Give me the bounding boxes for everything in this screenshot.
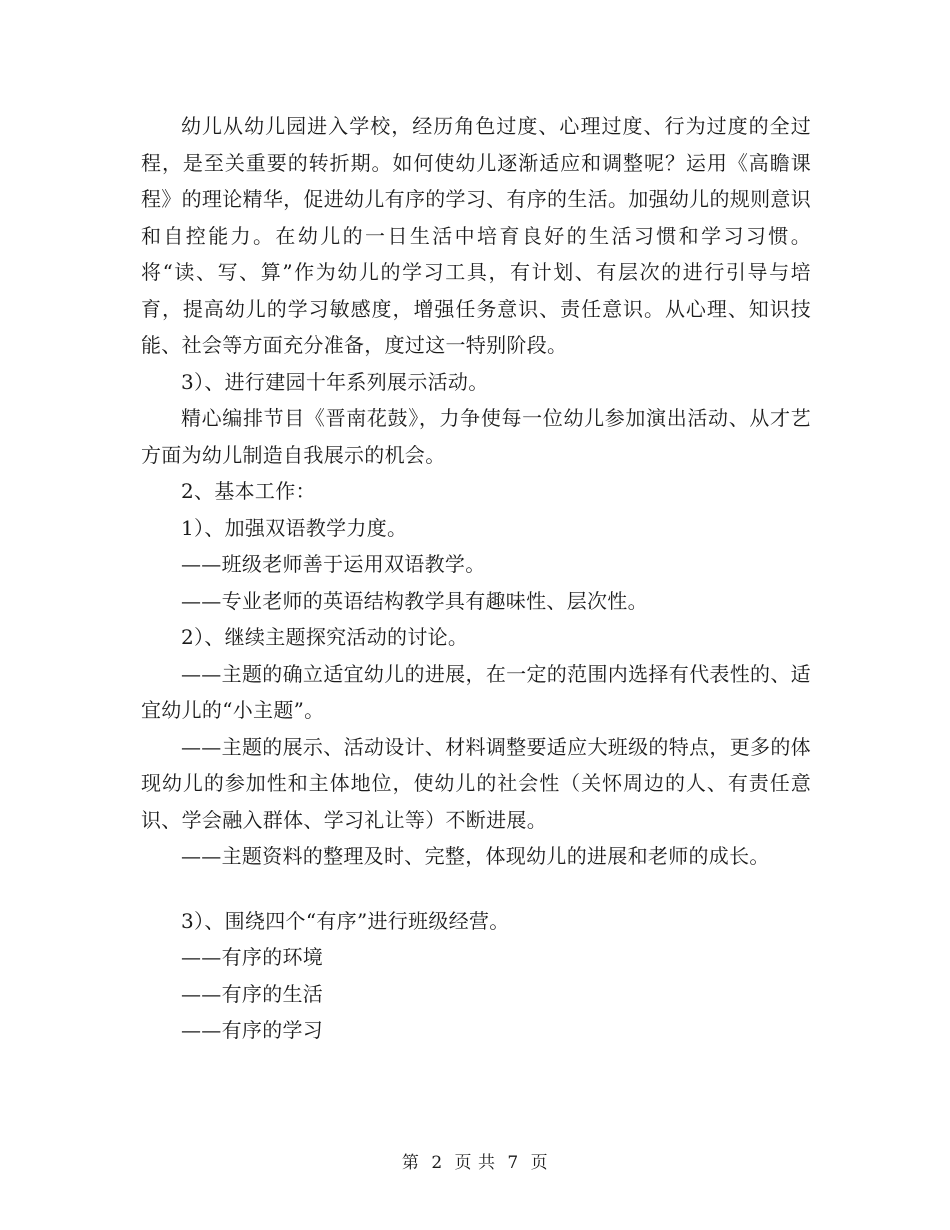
bullet-english-teaching: ——专业老师的英语结构教学具有趣味性、层次性。 bbox=[181, 588, 648, 613]
item-class-management: 3）、围绕四个“有序”进行班级经营。 bbox=[181, 908, 510, 933]
footer-prefix: 第 bbox=[401, 1153, 420, 1173]
footer-total-pages: 7 bbox=[507, 1153, 519, 1173]
bullet-orderly-life: ——有序的生活 bbox=[181, 981, 324, 1006]
footer-suffix: 页 bbox=[530, 1153, 549, 1173]
document-body bbox=[141, 108, 811, 1049]
paragraph-spacer bbox=[141, 875, 811, 903]
bullet-class-teachers: ——班级老师善于运用双语教学。 bbox=[181, 552, 486, 576]
bullet-orderly-environment: ——有序的环境 bbox=[181, 945, 324, 969]
item-anniversary-showcase: 3）、进行建园十年系列展示活动。 bbox=[181, 369, 489, 394]
item-theme-exploration: 2）、继续主题探究活动的讨论。 bbox=[181, 625, 469, 649]
page-footer bbox=[0, 1152, 950, 1174]
bullet-theme-materials: ——主题资料的整理及时、完整，体现幼儿的进展和老师的成长。 bbox=[181, 844, 770, 868]
bullet-theme-display: ——主题的展示、活动设计、材料调整要适应大班级的特点，更多的体现幼儿的参加性和主体地位，使幼儿的社会性（关怀周边的人、有责任意识、学会融入群体、学习礼让等）不断进展。 bbox=[141, 734, 811, 832]
item-bilingual-teaching: 1）、加强双语教学力度。 bbox=[181, 515, 408, 540]
footer-page-number: 2 bbox=[431, 1153, 443, 1173]
paragraph-performance: 精心编排节目《晋南花鼓》，力争使每一位幼儿参加演出活动、从才艺方面为幼儿制造自我展示的机会。 bbox=[141, 406, 811, 467]
bullet-theme-selection: ——主题的确立适宜幼儿的进展，在一定的范围内选择有代表性的、适宜幼儿的“小主题”。 bbox=[141, 661, 811, 722]
footer-middle: 页 共 bbox=[454, 1153, 496, 1173]
paragraph-transition-period: 幼儿从幼儿园进入学校，经历角色过度、心理过度、行为过度的全过程，是至关重要的转折期。如何使幼儿逐渐适应和调整呢？运用《高瞻课程》的理论精华，促进幼儿有序的学习、有序的生活。加强幼儿的规则意识和自控能力。在幼儿的一日生活中培育良好的生活习惯和学习习惯。将“读、写、算”作为幼儿的学习工具，有计划、有层次的进行引导与培育，提高幼儿的学习敏感度，增强任务意识、责任意识。从心理、知识技能、社会等方面充分准备，度过这一特别阶段。 bbox=[141, 114, 811, 357]
bullet-orderly-learning: ——有序的学习 bbox=[181, 1018, 324, 1042]
heading-basic-work: 2、基本工作： bbox=[181, 479, 316, 503]
